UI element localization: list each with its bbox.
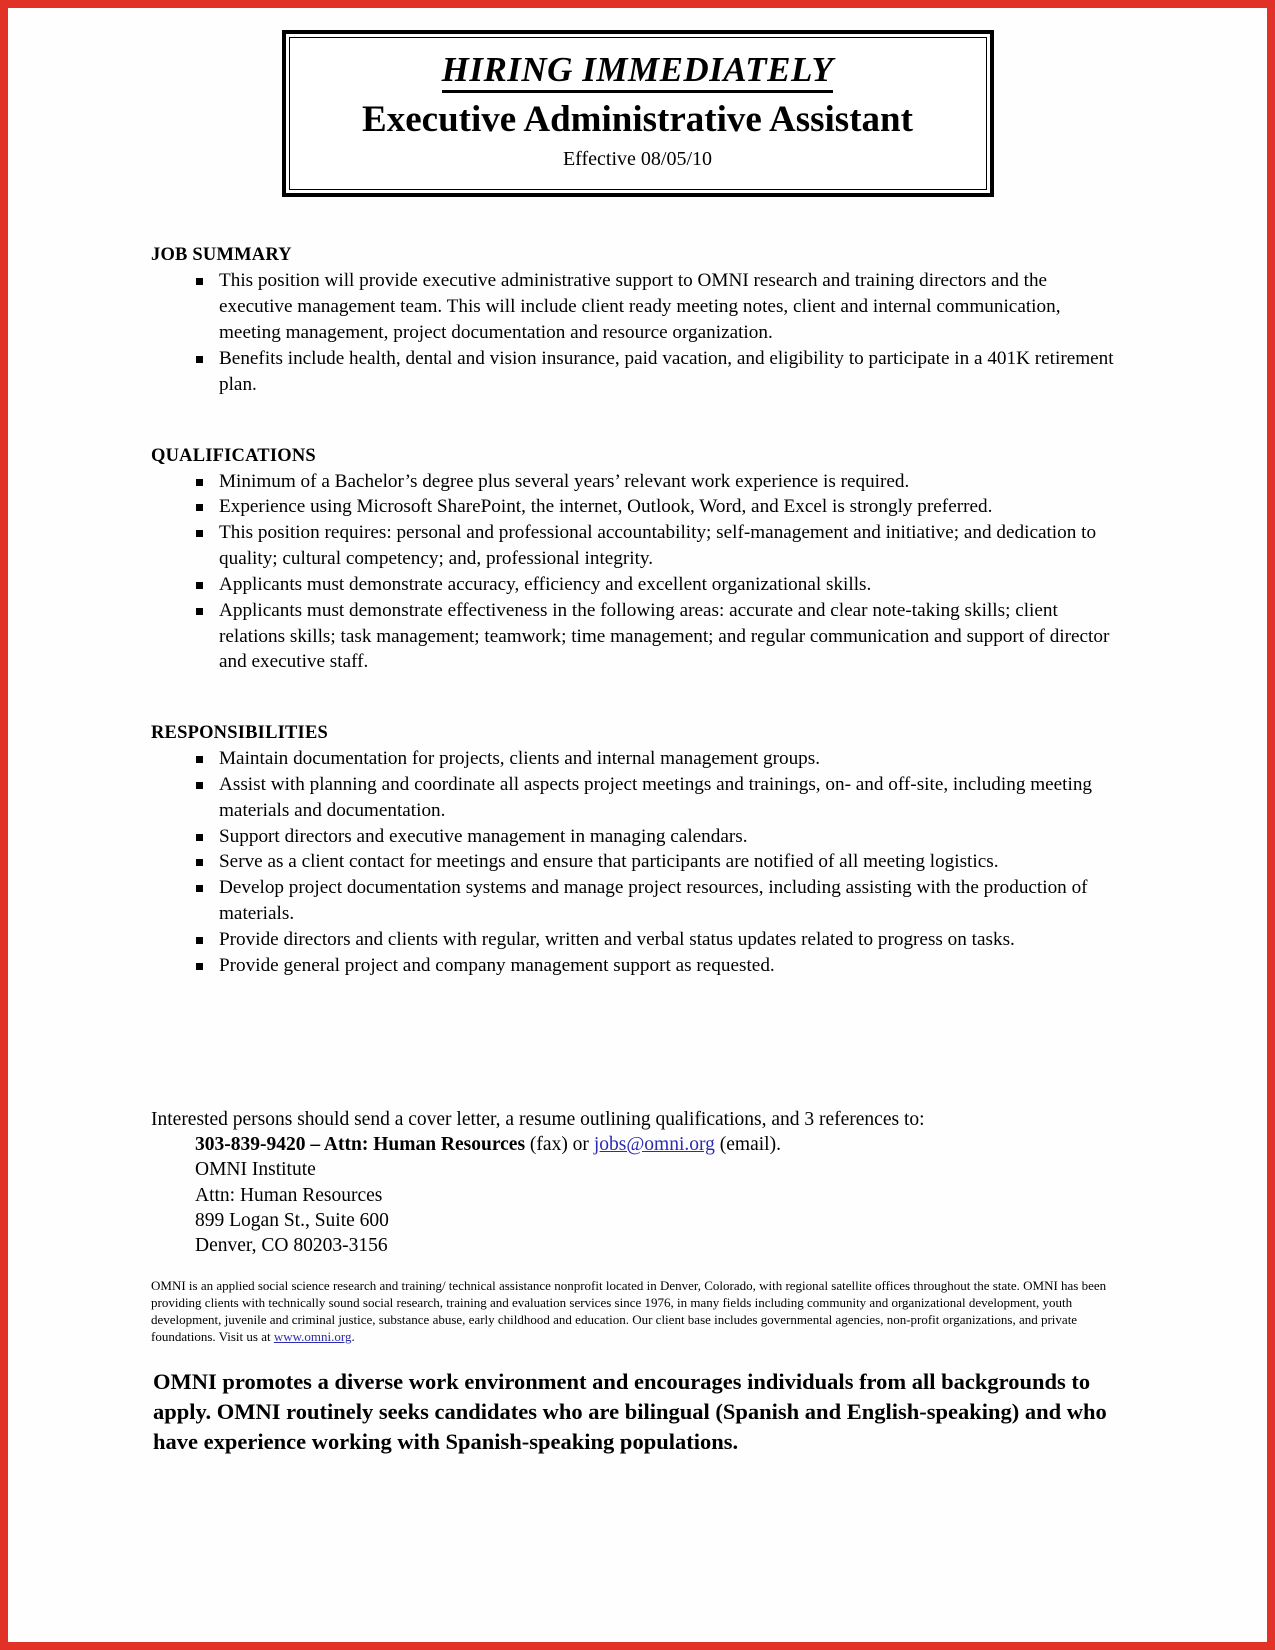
contact-city-state-zip: Denver, CO 80203-3156	[195, 1235, 388, 1257]
fineprint-text: OMNI is an applied social science research and training/ technical assistance nonprofit located in Denver, Colorado, with regional satellite offices throughout the state. OMNI has been providing clients with technically sound social research, training and evaluation services since 1976, in many fields including community and organizational development, youth development, juvenile and criminal justice, substance abuse, early childhood and education. Our client base includes governmental agencies, non-profit organizations, and private foundations. Visit us at	[151, 1277, 1107, 1345]
contact-street-address: 899 Logan St., Suite 600	[195, 1210, 389, 1231]
list-item: Support directors and executive management in managing calendars.	[151, 824, 1117, 850]
list-item: Applicants must demonstrate effectiveness in the following areas: accurate and clear note-taking skills; client relations skills; task management; teamwork; time management; and regular communication and support of director and executive staff.	[151, 598, 1117, 675]
spacer-before-qualifications	[151, 398, 1117, 446]
section-qualifications	[151, 446, 1117, 676]
fineprint-paragraph	[151, 1277, 1117, 1346]
bullet-list-responsibilities	[151, 746, 1117, 978]
list-item: Benefits include health, dental and vision insurance, paid vacation, and eligibility to participate in a 401K retirement plan.	[151, 346, 1117, 398]
list-item: Assist with planning and coordinate all aspects project meetings and trainings, on- and off-site, including meeting materials and documentation.	[151, 772, 1117, 824]
bullet-list-job-summary	[151, 268, 1117, 397]
contact-block	[151, 1107, 1117, 1259]
section-responsibilities	[151, 723, 1117, 978]
section-job-summary	[151, 245, 1117, 397]
contact-fax-number: 303-839-9420 – Attn: Human Resources	[195, 1133, 526, 1155]
list-item: Minimum of a Bachelor’s degree plus several years’ relevant work experience is required.	[151, 469, 1117, 495]
header-banner-inner	[289, 37, 987, 190]
omni-website-link[interactable]: www.omni.org	[273, 1329, 352, 1345]
list-item: Provide general project and company management support as requested.	[151, 953, 1117, 979]
contact-attn: Attn: Human Resources	[195, 1184, 383, 1206]
contact-organization: OMNI Institute	[195, 1159, 316, 1181]
contact-email-suffix: (email).	[714, 1133, 781, 1155]
contact-fax-email-line	[151, 1132, 1117, 1157]
document-sheet	[8, 8, 1267, 1642]
closing-statement: OMNI promotes a diverse work environment and encourages individuals from all backgrounds to apply. OMNI routinely seeks candidates who are bilingual (Spanish and English-speaking) and who have experience working with Spanish-speaking populations.	[153, 1369, 1107, 1455]
list-item: Experience using Microsoft SharePoint, the internet, Outlook, Word, and Excel is strongly preferred.	[151, 494, 1117, 520]
list-item: This position requires: personal and professional accountability; self-management and initiative; and dedication to quality; cultural competency; and, professional integrity.	[151, 520, 1117, 572]
contact-email-link[interactable]: jobs@omni.org	[593, 1133, 715, 1155]
banner-headline-row	[300, 52, 976, 93]
spacer-before-contact	[151, 979, 1117, 1107]
section-title-responsibilities: RESPONSIBILITIES	[151, 723, 328, 744]
contact-lead-text: Interested persons should send a cover letter, a resume outlining qualifications, and 3 references to:	[151, 1108, 925, 1130]
banner-headline: HIRING IMMEDIATELY	[442, 52, 834, 93]
spacer-before-responsibilities	[151, 675, 1117, 723]
section-title-qualifications: QUALIFICATIONS	[151, 445, 316, 466]
header-banner	[282, 30, 994, 197]
contact-fax-suffix: (fax) or	[525, 1133, 594, 1155]
list-item: This position will provide executive administrative support to OMNI research and training directors and the executive management team. This will include client ready meeting notes, client and internal communication, meeting management, project documentation and resource organization.	[151, 268, 1117, 345]
list-item: Provide directors and clients with regular, written and verbal status updates related to progress on tasks.	[151, 927, 1117, 953]
list-item: Develop project documentation systems and manage project resources, including assisting with the production of materials.	[151, 875, 1117, 927]
fineprint-period: .	[351, 1329, 355, 1345]
banner-effective-date: Effective 08/05/10	[562, 148, 713, 171]
list-item: Serve as a client contact for meetings and ensure that participants are notified of all meeting logistics.	[151, 849, 1117, 875]
bullet-list-qualifications	[151, 469, 1117, 676]
section-title-job-summary: JOB SUMMARY	[151, 245, 292, 266]
banner-container	[8, 8, 1267, 197]
document-content	[8, 197, 1267, 1457]
list-item: Maintain documentation for projects, clients and internal management groups.	[151, 746, 1117, 772]
list-item: Applicants must demonstrate accuracy, efficiency and excellent organizational skills.	[151, 572, 1117, 598]
banner-job-title: Executive Administrative Assistant	[362, 98, 913, 140]
spacer-before-job-summary	[151, 197, 1117, 245]
